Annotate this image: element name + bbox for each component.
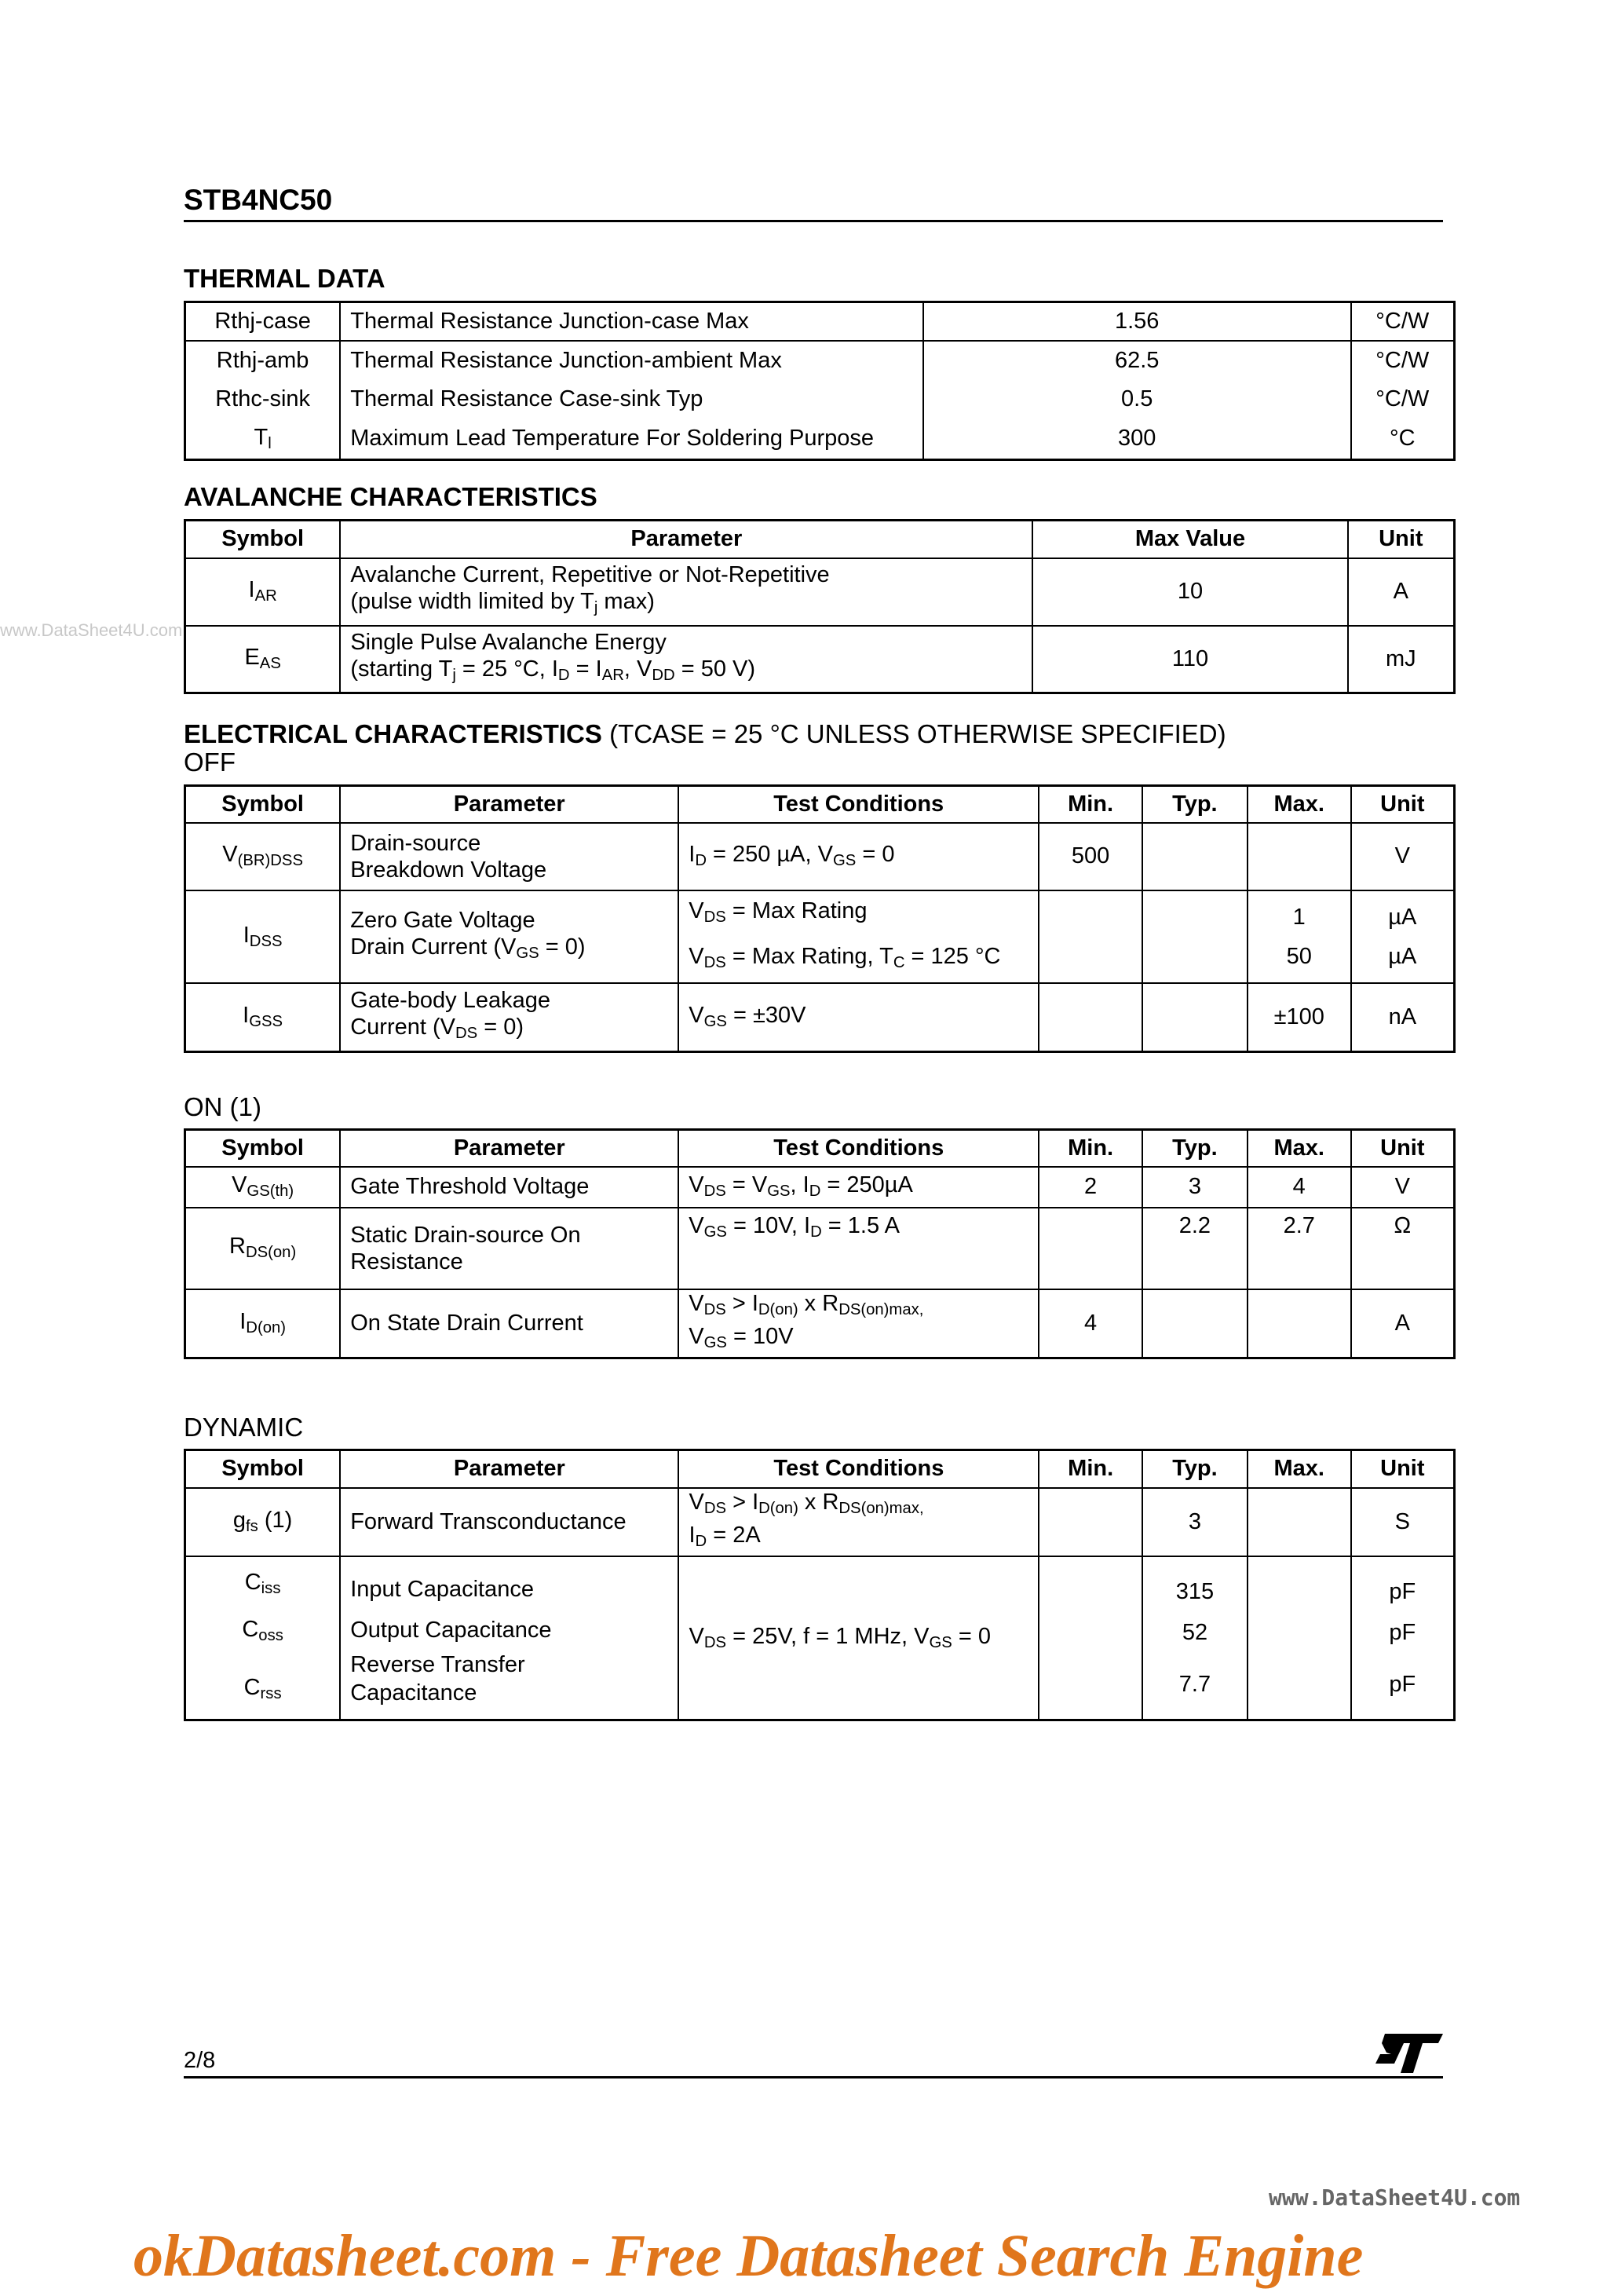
thermal-table (184, 301, 1456, 461)
header-parameter: Parameter (340, 786, 678, 823)
table-header-row (185, 521, 1455, 558)
table-row (185, 626, 1455, 693)
symbol-cell: $I_{AR}$ (185, 558, 341, 626)
header-min: Min. (1039, 1450, 1142, 1488)
min-cell (1039, 890, 1142, 983)
header-test-conditions: Test Conditions (678, 1130, 1039, 1167)
max-cell (1248, 1556, 1351, 1720)
typ-cell: 2.2 (1142, 1208, 1248, 1289)
symbol-cell: $E_{AS}$ (185, 626, 341, 693)
value-cell: 110 (1032, 626, 1347, 693)
parameter-cell: On State Drain Current (340, 1289, 678, 1358)
header-symbol: Symbol (185, 1130, 341, 1167)
st-logo-icon (1375, 2032, 1443, 2078)
max-cell: ±100 (1248, 983, 1351, 1052)
avalanche-heading: AVALANCHE CHARACTERISTICS (184, 482, 597, 511)
on-subheading: ON (1) (184, 1092, 261, 1121)
unit-cell: V (1351, 1167, 1455, 1208)
symbol-cell: $I_{D(on)}$ (185, 1289, 341, 1358)
table-row (185, 419, 1455, 460)
header-typ: Typ. (1142, 1450, 1248, 1488)
header-unit: Unit (1351, 1130, 1455, 1167)
test-conditions-cell: $I_D = 250$ µA, $V_{GS} = 0$ (678, 823, 1039, 890)
off-subheading: OFF (184, 748, 236, 777)
table-row (185, 823, 1455, 890)
table-row (185, 558, 1455, 626)
unit-cell: nA (1351, 983, 1455, 1052)
table-row (185, 1556, 1455, 1720)
typ-cell: 315 52 7.7 (1142, 1556, 1248, 1720)
symbol-cell: Rthj-case (185, 302, 341, 341)
min-cell: 4 (1039, 1289, 1142, 1358)
table-row (185, 380, 1455, 419)
header-symbol: Symbol (185, 786, 341, 823)
header-symbol: Symbol (185, 521, 341, 558)
header-max: Max. (1248, 1450, 1351, 1488)
table-row (185, 1289, 1455, 1358)
parameter-cell: Gate-body Leakage Current $(V_{DS} = 0)$ (340, 983, 678, 1052)
typ-cell (1142, 890, 1248, 983)
max-cell: 2.7 (1248, 1208, 1351, 1289)
avalanche-table (184, 519, 1456, 694)
table-header-row (185, 786, 1455, 823)
value-cell: 1.56 (923, 302, 1351, 341)
header-rule (184, 220, 1443, 222)
unit-cell: °C/W (1351, 341, 1455, 380)
watermark-left: www.DataSheet4U.com (0, 620, 183, 640)
unit-cell: Ω (1351, 1208, 1455, 1289)
header-parameter: Parameter (340, 1130, 678, 1167)
test-conditions-cell: $V_{DS}$ = Max Rating $V_{DS}$ = Max Rating, $T_C = 125$ °C (678, 890, 1039, 983)
symbol-cell: $V_{(BR)DSS}$ (185, 823, 341, 890)
min-cell: 500 (1039, 823, 1142, 890)
min-cell (1039, 1488, 1142, 1556)
header-max-value: Max Value (1032, 521, 1347, 558)
header-test-conditions: Test Conditions (678, 786, 1039, 823)
header-parameter: Parameter (340, 521, 1032, 558)
parameter-cell: Forward Transconductance (340, 1488, 678, 1556)
header-min: Min. (1039, 786, 1142, 823)
min-cell (1039, 983, 1142, 1052)
symbol-cell: $V_{GS(th)}$ (185, 1167, 341, 1208)
unit-cell: °C/W (1351, 380, 1455, 419)
dynamic-table (184, 1449, 1456, 1721)
page-number: 2/8 (184, 2048, 216, 2073)
test-conditions-cell: $V_{DS} > I_{D(on)}$ x $R_{DS(on)max,}$ $I_D = 2A$ (678, 1488, 1039, 1556)
min-cell: 2 (1039, 1167, 1142, 1208)
parameter-cell: Static Drain-source On Resistance (340, 1208, 678, 1289)
table-row (185, 1167, 1455, 1208)
table-row (185, 1208, 1455, 1289)
unit-cell: A (1348, 558, 1455, 626)
parameter-cell: Maximum Lead Temperature For Soldering Purpose (340, 419, 923, 460)
parameter-cell: Drain-source Breakdown Voltage (340, 823, 678, 890)
typ-cell: 3 (1142, 1167, 1248, 1208)
header-unit: Unit (1351, 1450, 1455, 1488)
table-row (185, 341, 1455, 380)
table-row (185, 890, 1455, 983)
parameter-cell: Input Capacitance Output Capacitance Reverse Transfer Capacitance (340, 1556, 678, 1720)
table-header-row (185, 1450, 1455, 1488)
parameter-cell: Gate Threshold Voltage (340, 1167, 678, 1208)
header-min: Min. (1039, 1130, 1142, 1167)
unit-cell: °C (1351, 419, 1455, 460)
electrical-heading: ELECTRICAL CHARACTERISTICS (TCASE = 25 °C UNLESS OTHERWISE SPECIFIED) (184, 719, 1226, 748)
table-row (185, 1488, 1455, 1556)
value-cell: 300 (923, 419, 1351, 460)
svg-text:ST: ST (1377, 2066, 1386, 2073)
symbol-cell: Rthc-sink (185, 380, 341, 419)
thermal-heading: THERMAL DATA (184, 264, 385, 293)
unit-cell: µA µA (1351, 890, 1455, 983)
document-title: STB4NC50 (184, 184, 333, 216)
on-table (184, 1128, 1456, 1359)
parameter-cell: Thermal Resistance Junction-ambient Max (340, 341, 923, 380)
header-parameter: Parameter (340, 1450, 678, 1488)
table-row (185, 302, 1455, 341)
header-unit: Unit (1348, 521, 1455, 558)
header-max: Max. (1248, 786, 1351, 823)
header-max: Max. (1248, 1130, 1351, 1167)
okdatasheet-banner[interactable]: okDatasheet.com - Free Datasheet Search Engine (133, 2223, 1364, 2289)
off-table (184, 784, 1456, 1053)
typ-cell (1142, 823, 1248, 890)
header-test-conditions: Test Conditions (678, 1450, 1039, 1488)
symbol-cell: Rthj-amb (185, 341, 341, 380)
parameter-cell: Single Pulse Avalanche Energy (starting $T_j = 25$ °C, $I_D = I_{AR}$, $V_{DD} = 50$ V) (340, 626, 1032, 693)
test-conditions-cell: $V_{DS} = 25V$, f = 1 MHz, $V_{GS} = 0$ (678, 1556, 1039, 1720)
test-conditions-cell: $V_{GS} = 10V$, $I_D = 1.5$ A (678, 1208, 1039, 1289)
typ-cell: 3 (1142, 1488, 1248, 1556)
header-typ: Typ. (1142, 786, 1248, 823)
parameter-cell: Zero Gate Voltage Drain Current $(V_{GS} = 0)$ (340, 890, 678, 983)
header-symbol: Symbol (185, 1450, 341, 1488)
unit-cell: pF pF pF (1351, 1556, 1455, 1720)
unit-cell: mJ (1348, 626, 1455, 693)
typ-cell (1142, 983, 1248, 1052)
table-header-row (185, 1130, 1455, 1167)
parameter-cell: Thermal Resistance Case-sink Typ (340, 380, 923, 419)
symbol-cell: $T_l$ (185, 419, 341, 460)
header-typ: Typ. (1142, 1130, 1248, 1167)
symbol-cell: $C_{iss}$ $C_{oss}$ $C_{rss}$ (185, 1556, 341, 1720)
max-cell (1248, 823, 1351, 890)
max-cell (1248, 1289, 1351, 1358)
header-unit: Unit (1351, 786, 1455, 823)
min-cell (1039, 1556, 1142, 1720)
parameter-cell: Thermal Resistance Junction-case Max (340, 302, 923, 341)
max-cell: 4 (1248, 1167, 1351, 1208)
symbol-cell: $R_{DS(on)}$ (185, 1208, 341, 1289)
symbol-cell: $g_{fs}$ (1) (185, 1488, 341, 1556)
value-cell: 0.5 (923, 380, 1351, 419)
test-conditions-cell: $V_{DS} = V_{GS}$, $I_D = 250\mu A$ (678, 1167, 1039, 1208)
watermark-right: www.DataSheet4U.com (1269, 2184, 1521, 2210)
unit-cell: V (1351, 823, 1455, 890)
unit-cell: °C/W (1351, 302, 1455, 341)
value-cell: 62.5 (923, 341, 1351, 380)
unit-cell: S (1351, 1488, 1455, 1556)
value-cell: 10 (1032, 558, 1347, 626)
symbol-cell: $I_{GSS}$ (185, 983, 341, 1052)
typ-cell (1142, 1289, 1248, 1358)
symbol-cell: $I_{DSS}$ (185, 890, 341, 983)
max-cell (1248, 1488, 1351, 1556)
min-cell (1039, 1208, 1142, 1289)
test-conditions-cell: $V_{DS} > I_{D(on)}$ x $R_{DS(on)max,}$ $V_{GS} = 10V$ (678, 1289, 1039, 1358)
table-row (185, 983, 1455, 1052)
footer-rule (184, 2076, 1443, 2078)
dynamic-subheading: DYNAMIC (184, 1413, 304, 1442)
max-cell: 1 50 (1248, 890, 1351, 983)
parameter-cell: Avalanche Current, Repetitive or Not-Repetitive (pulse width limited by $T_j$ max) (340, 558, 1032, 626)
unit-cell: A (1351, 1289, 1455, 1358)
test-conditions-cell: $V_{GS} = \pm 30V$ (678, 983, 1039, 1052)
